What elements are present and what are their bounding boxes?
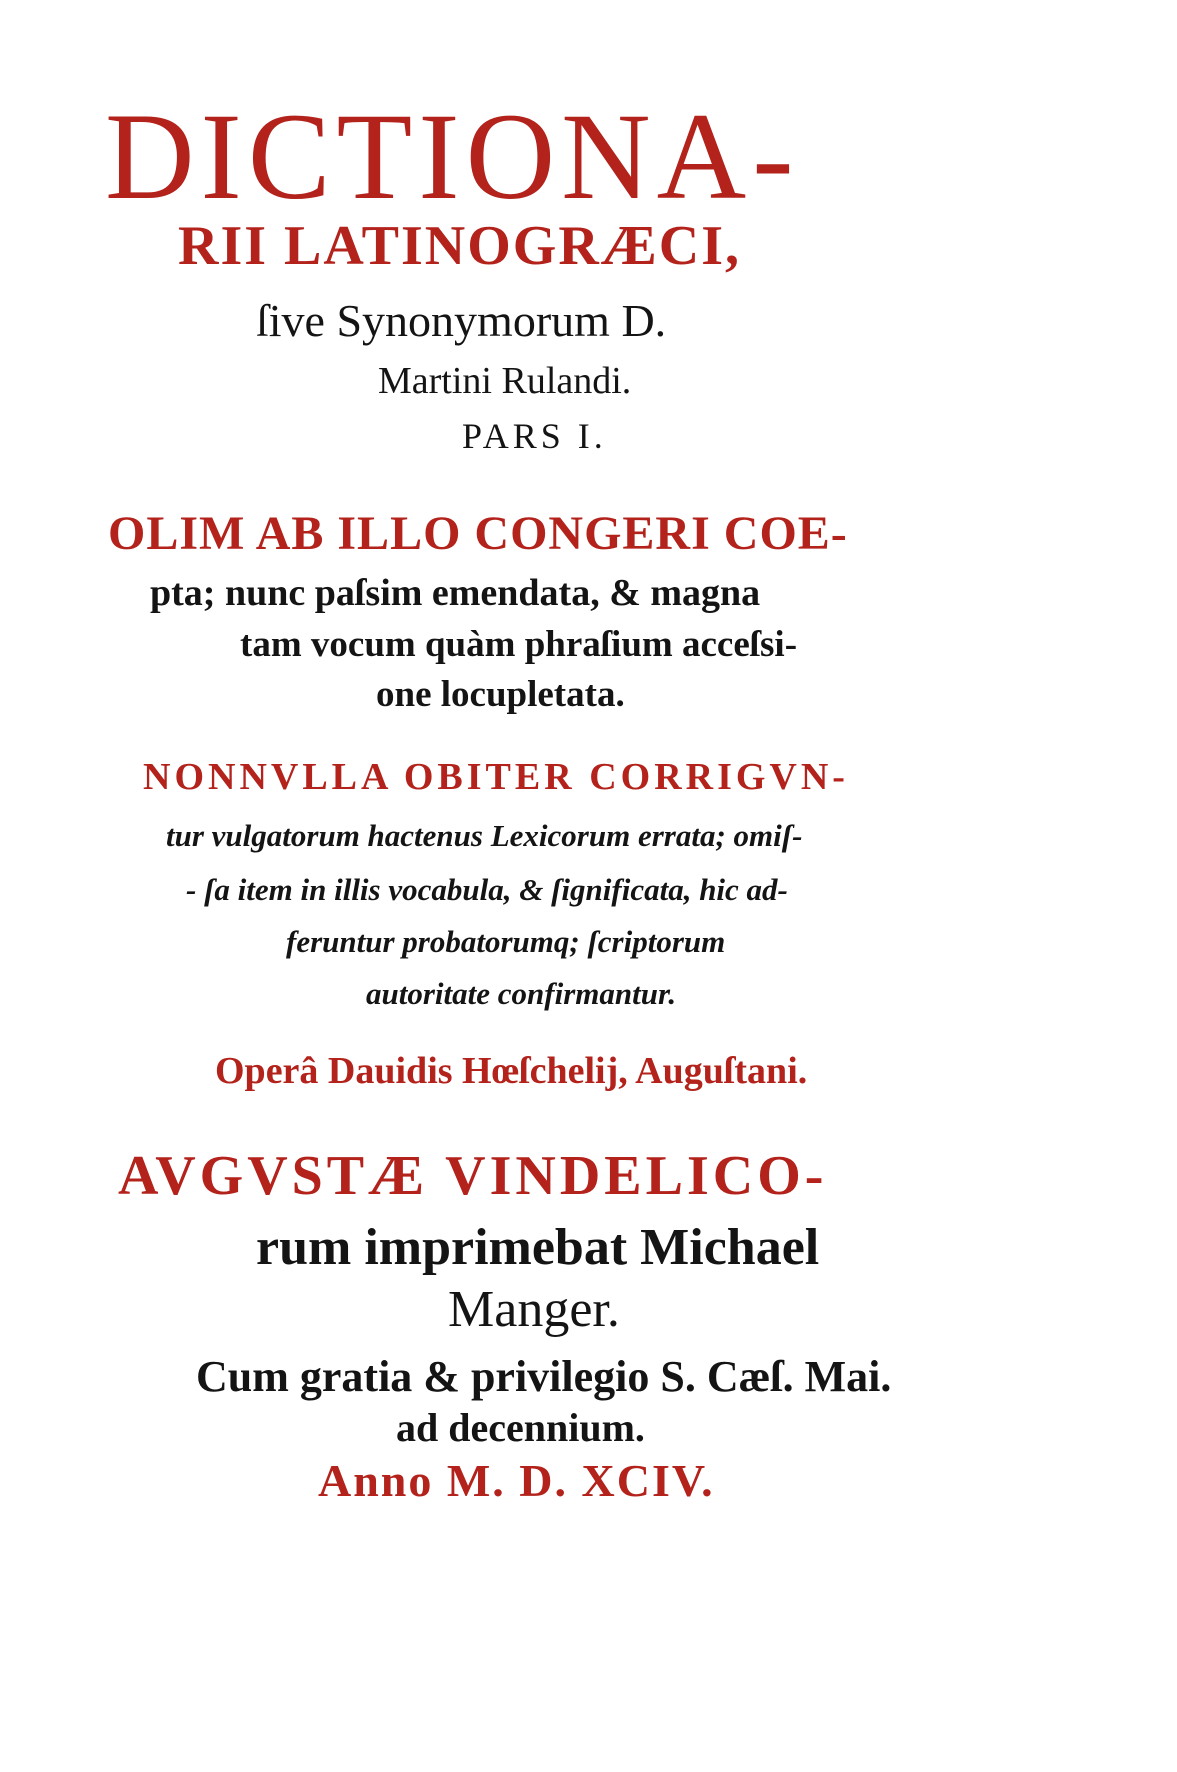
part-label: PARS I. xyxy=(462,416,607,456)
nonnulla-line-4: feruntur probatorumq; ſcriptorum xyxy=(286,924,726,959)
nonnulla-line-3: - ſa item in illis vocabula, & ſignificata, hic ad- xyxy=(186,872,788,907)
imprint-line-3: Manger. xyxy=(448,1281,620,1338)
olim-line-1: OLIM AB ILLO CONGERI COE- xyxy=(108,507,848,560)
nonnulla-line-1: NONNVLLA OBITER CORRIGVN- xyxy=(143,756,849,798)
olim-line-2: pta; nunc paſsim emendata, & magna xyxy=(150,572,761,614)
olim-line-3: tam vocum quàm phraſium acceſsi- xyxy=(240,624,798,665)
subtitle-line-2: Martini Rulandi. xyxy=(378,360,632,402)
editor-line: Operâ Dauidis Hœſchelij, Auguſtani. xyxy=(215,1050,808,1092)
imprint-line-1: AVGVSTÆ VINDELICO- xyxy=(118,1145,828,1207)
title-line-2: RII LATINOGRÆCI, xyxy=(178,215,742,277)
imprint-line-2: rum imprimebat Michael xyxy=(256,1219,820,1276)
subtitle-line-1: ſive Synonymorum D. xyxy=(256,295,667,346)
title-line-1: DICTIONA- xyxy=(105,88,800,225)
privilege-line-2: ad decennium. xyxy=(396,1405,645,1450)
privilege-line-1: Cum gratia & privilegio S. Cæſ. Mai. xyxy=(196,1352,892,1401)
nonnulla-line-5: autoritate confirmantur. xyxy=(366,976,677,1011)
olim-line-4: one locupletata. xyxy=(376,674,625,715)
year-line: Anno M. D. XCIV. xyxy=(318,1455,715,1506)
nonnulla-line-2: tur vulgatorum hactenus Lexicorum errata; omiſ- xyxy=(166,818,803,853)
